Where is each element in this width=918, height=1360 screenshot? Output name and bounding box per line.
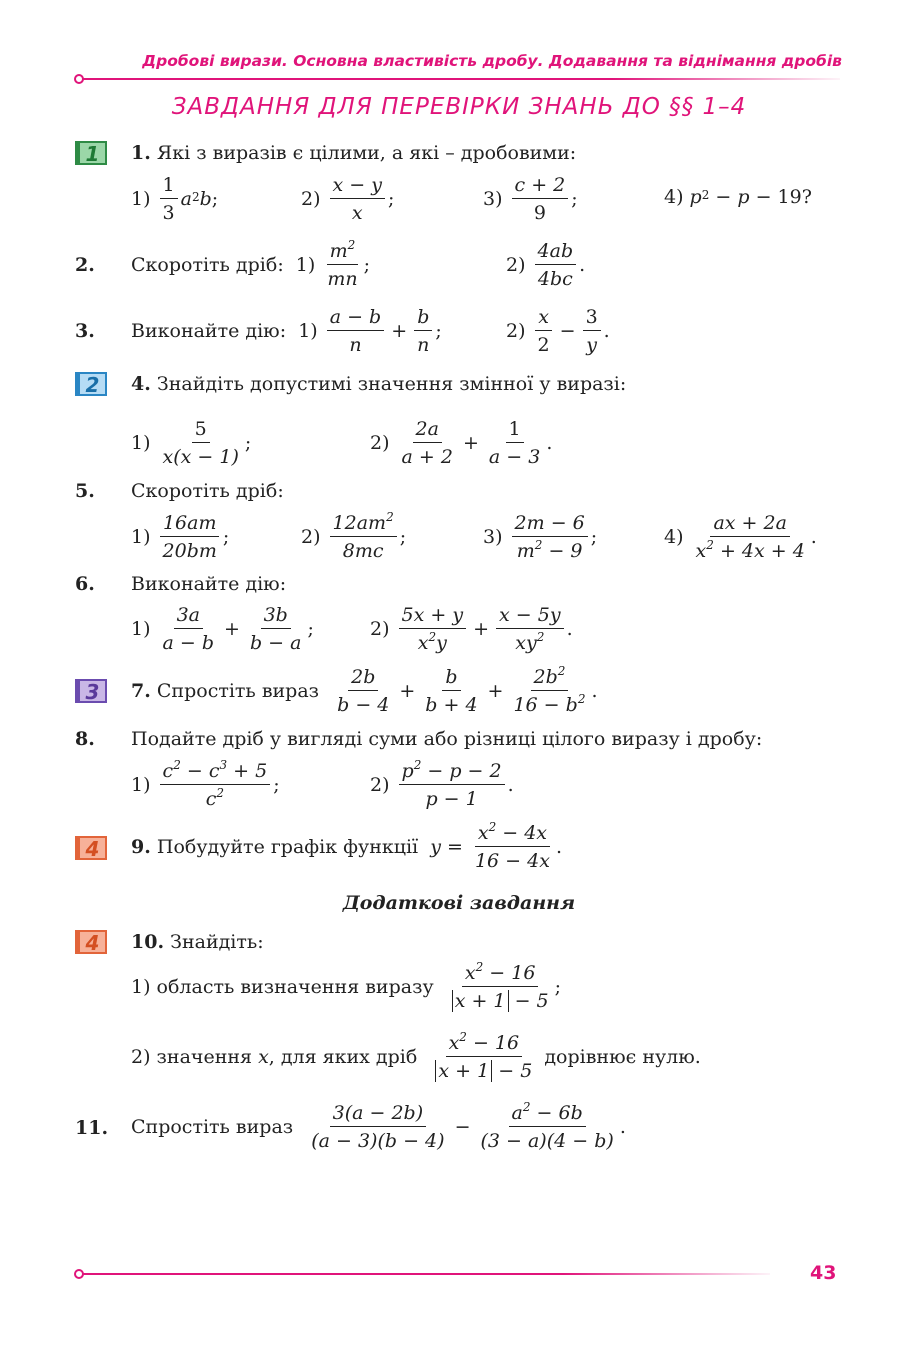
task-10-item-2: 2) значення x , для яких дріб $\frac{x^2 - 16}{x + 1 - 5}$ дорівнює нулю. [131,1030,701,1082]
task-10-item-1: 1) область визначення виразу $\frac{x^2 - 16}{x + 1 - 5}$ ; [131,960,562,1012]
task-1-item-4: 4) p $^2$ − p − 19? [664,186,812,208]
task-8-item-1: 1) $\frac{c^2 - c^3 + 5}{c^2}$ ; [131,758,280,810]
task-6-item-1: 1) $\frac{3a}{a - b}$ + $\frac{3b}{b - a}$ ; [131,604,314,654]
task-6-item-2: 2) $\frac{5x + y}{x^2y}$ + $\frac{x - 5y}{xy^2}$ . [370,604,573,654]
task-9: 9. Побудуйте графік функції y = $\frac{x^2 - 4x}{16 - 4x}$ . [131,820,562,872]
task-8: Подайте дріб у вигляді суми або різниці цілого виразу і дробу: [131,728,763,750]
level-badge-4: 4 [75,836,107,860]
task-11: Спростіть вираз $\frac{3(a - 2b)}{(a - 3)(b - 4)}$ − $\frac{a^2 - 6b}{(3 - a)(4 - b)}$ . [131,1100,626,1152]
header-rule-dot [74,74,84,84]
task-3-item-2: 2) $\frac{x}{2}$ − $\frac{3}{y}$ . [506,306,610,356]
level-badge-1: 1 [75,141,107,165]
footer-rule-dot [74,1269,84,1279]
chapter-header: Дробові вирази. Основна властивість дробу. Додавання та віднімання дробів [142,52,842,70]
task-text: Скоротіть дріб: [131,254,284,276]
header-rule [80,78,840,80]
task-text: Виконайте дію: [131,320,287,342]
task-8-number: 8. [75,728,95,750]
task-3-number: 3. [75,320,95,342]
task-5-number: 5. [75,480,95,502]
task-5: Скоротіть дріб: [131,480,284,502]
section-title: ЗАВДАННЯ ДЛЯ ПЕРЕВІРКИ ЗНАНЬ ДО §§ 1–4 [171,94,747,120]
task-4: 4. Знайдіть допустимі значення змінної у виразі: [131,373,627,395]
footer-rule [80,1273,770,1275]
task-number: 1. [131,142,151,164]
extra-tasks-heading: Додаткові завдання [342,892,576,914]
task-4-item-1: 1) $\frac{5}{x(x - 1)}$ ; [131,418,252,468]
task-5-item-4: 4) $\frac{ax + 2a}{x^2 + 4x + 4}$ . [664,512,817,562]
task-8-item-2: 2) $\frac{p^2 - p - 2}{p - 1}$ . [370,758,514,810]
task-6: Виконайте дію: [131,573,287,595]
task-5-item-2: 2) $\frac{12am^2}{8mc}$ ; [301,510,407,562]
task-text: Які з виразів є цілими, а які – дробовими: [156,142,577,164]
task-1-item-2: 2) $\frac{x - y}{x}$ ; [301,174,395,224]
task-1-item-3: 3) $\frac{c + 2}{9}$ ; [483,174,578,224]
level-badge-3: 3 [75,679,107,703]
task-7: 7. Спростіть вираз $\frac{2b}{b - 4}$ + $\frac{b}{b + 4}$ + $\frac{2b^2}{16 - b^2}$ . [131,664,598,716]
task-2-item-2: 2) $\frac{4ab}{4bc}$ . [506,240,586,290]
task-6-number: 6. [75,573,95,595]
task-2-number: 2. [75,254,95,276]
level-badge-2: 2 [75,372,107,396]
page-number: 43 [810,1262,837,1284]
task-5-item-1: 1) $\frac{16am}{20bm}$ ; [131,512,230,562]
task-1 [131,142,576,164]
task-4-item-2: 2) $\frac{2a}{a + 2}$ + $\frac{1}{a - 3}$ . [370,418,553,468]
level-badge-4b: 4 [75,930,107,954]
task-10: 10. Знайдіть: [131,931,264,953]
task-11-number: 11. [75,1117,109,1139]
task-1-item-1: 1) $\frac{1}{3}$ a $^2$ b ; [131,174,219,224]
task-5-item-3: 3) $\frac{2m - 6}{m^2 - 9}$ ; [483,512,598,562]
task-3: Виконайте дію: 1) $\frac{a - b}{n}$ + $\frac{b}{n}$ ; [131,306,442,356]
task-2: Скоротіть дріб: 1) $\frac{m^2}{mn}$ ; [131,238,371,290]
